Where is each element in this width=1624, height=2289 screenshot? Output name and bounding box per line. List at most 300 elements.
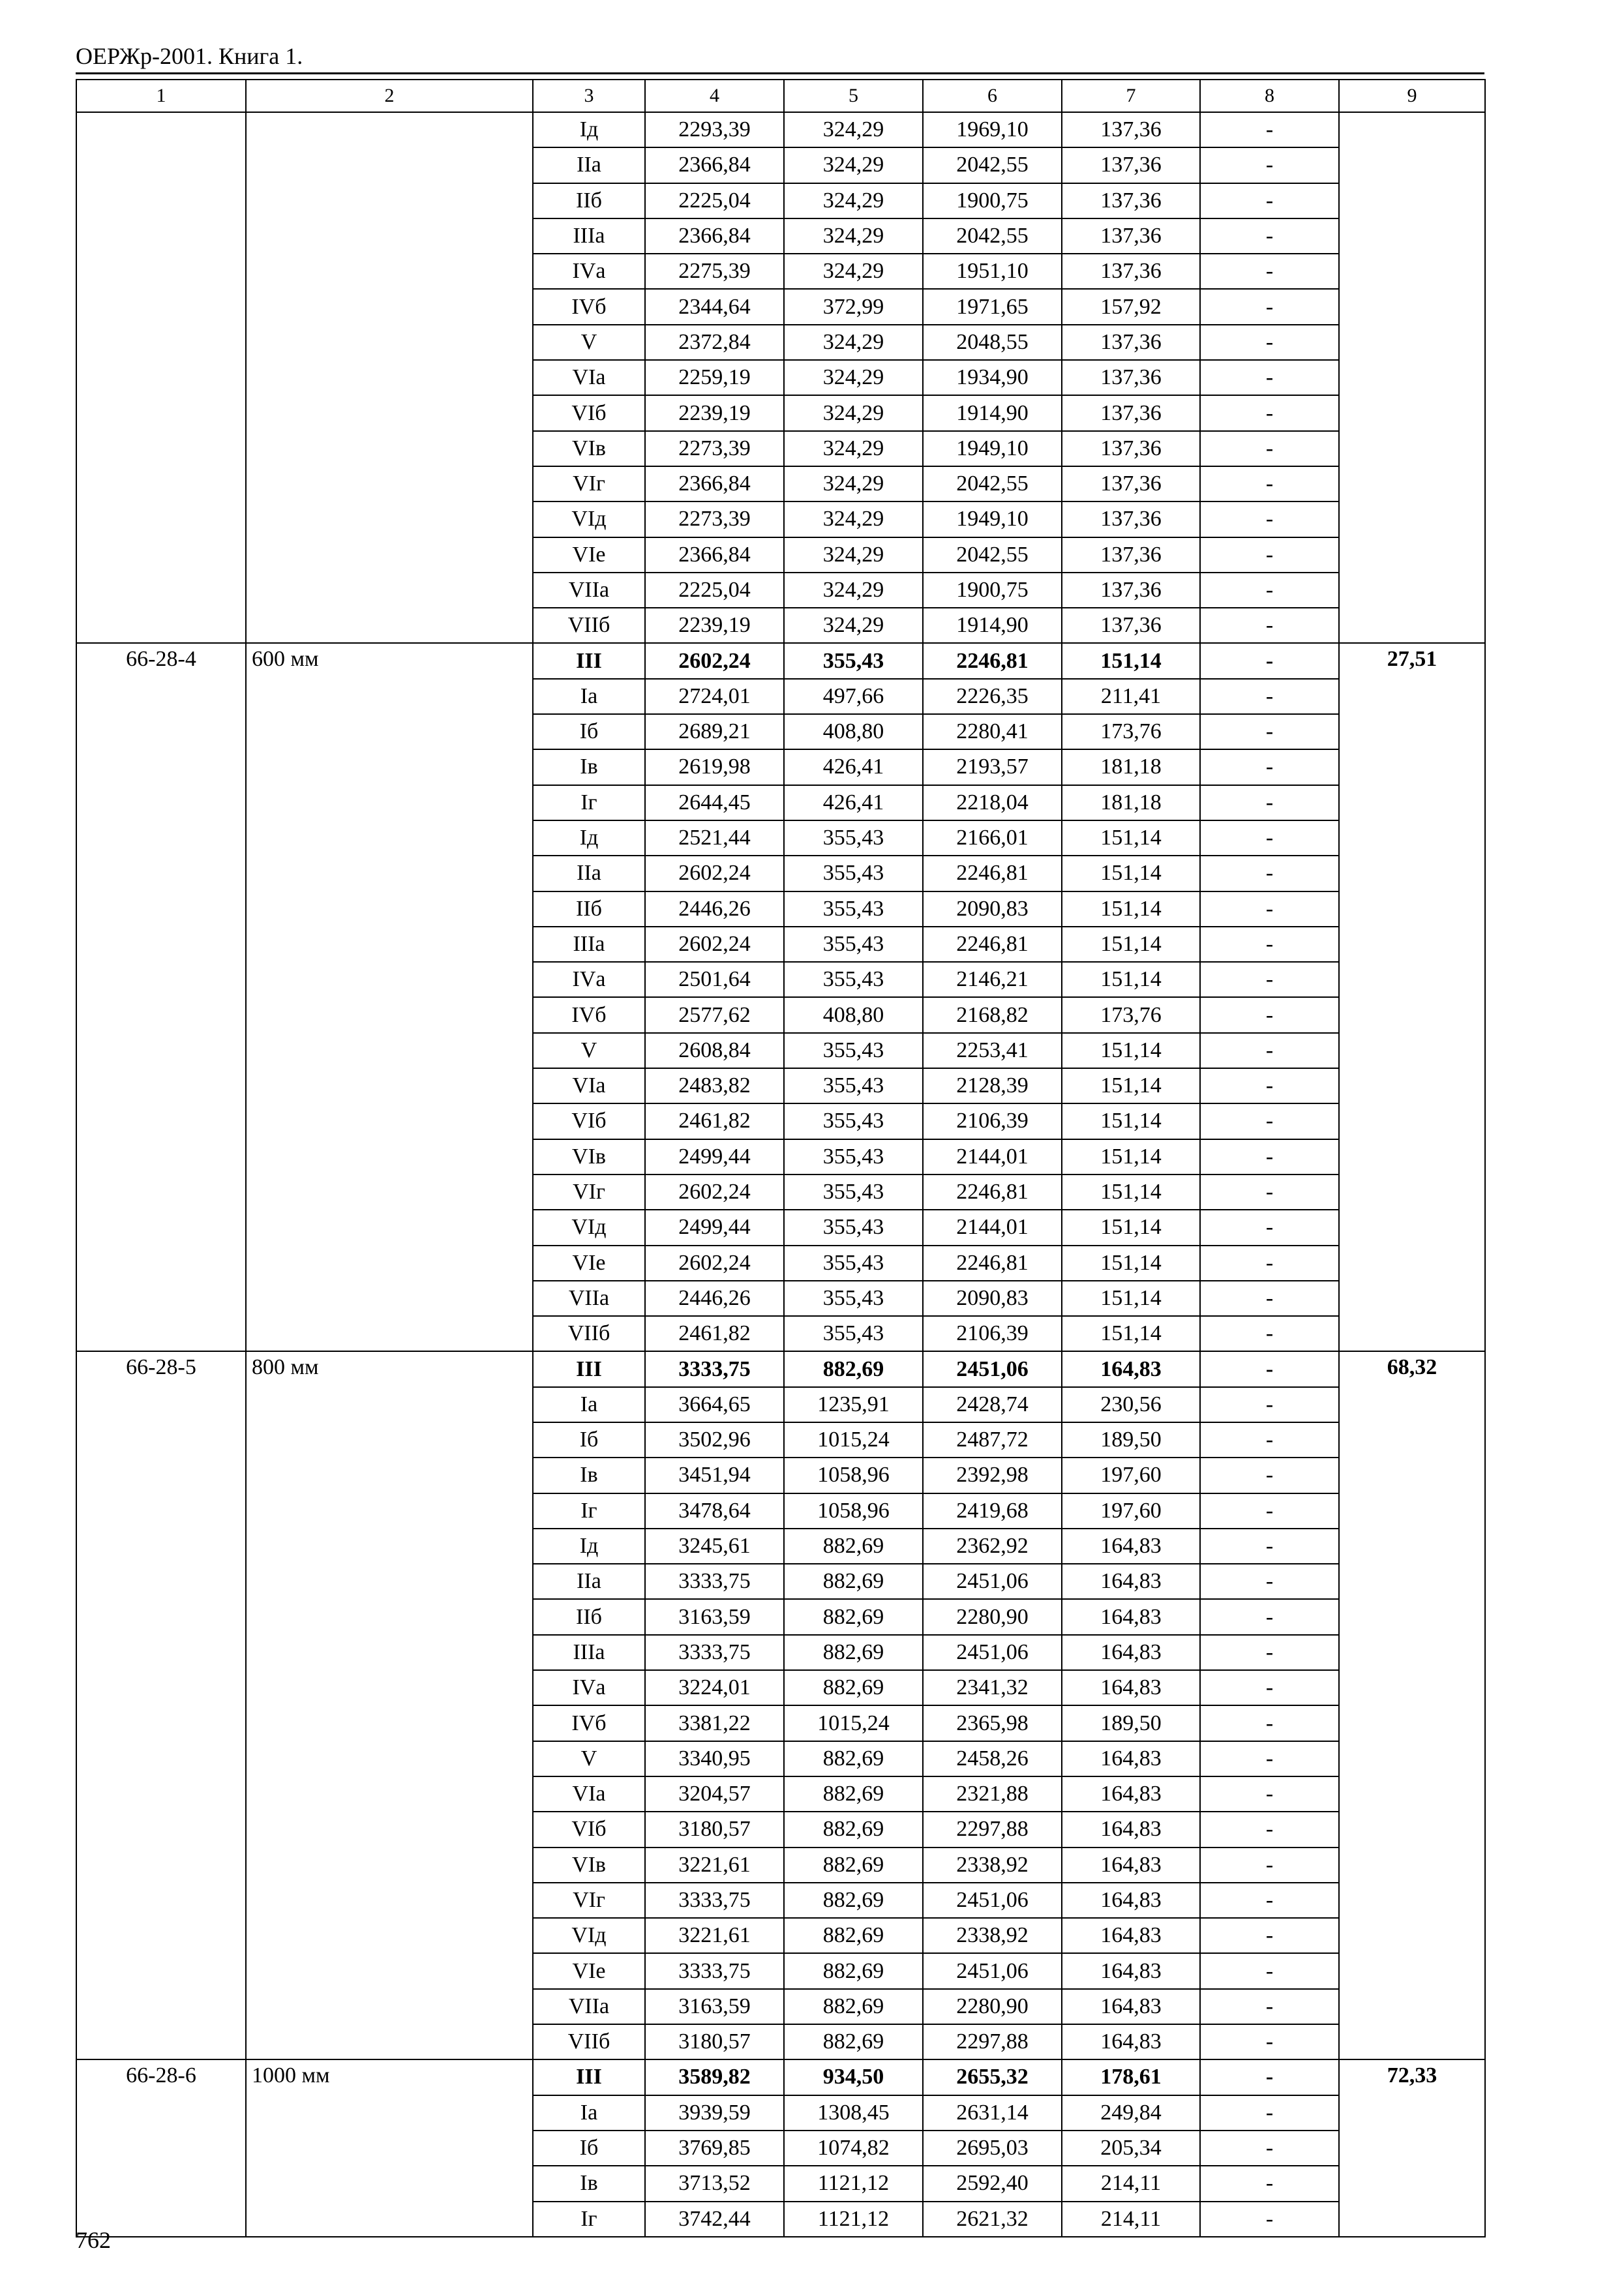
total-cost-cell: 2366,84	[645, 466, 784, 501]
materials-cell: -	[1200, 2202, 1339, 2237]
machine-cost-cell: 2253,41	[923, 1033, 1062, 1068]
total-cost-cell: 3340,95	[645, 1741, 784, 1776]
materials-cell: -	[1200, 1103, 1339, 1139]
total-cost-cell: 2239,19	[645, 395, 784, 430]
category-cell: IIIа	[533, 927, 645, 962]
materials-cell: -	[1200, 1174, 1339, 1210]
machinist-wages-cell: 157,92	[1062, 289, 1200, 324]
wages-cell: 882,69	[784, 1670, 923, 1705]
category-cell: VIIб	[533, 608, 645, 643]
wages-cell: 882,69	[784, 1989, 923, 2024]
machinist-wages-cell: 151,14	[1062, 1033, 1200, 1068]
category-cell: Iб	[533, 714, 645, 749]
wages-cell: 324,29	[784, 254, 923, 289]
column-number: 5	[784, 80, 923, 112]
machine-cost-cell: 2128,39	[923, 1068, 1062, 1103]
machine-cost-cell: 2246,81	[923, 856, 1062, 891]
machine-cost-cell: 2321,88	[923, 1776, 1062, 1812]
machine-cost-cell: 1971,65	[923, 289, 1062, 324]
total-cost-cell: 3769,85	[645, 2131, 784, 2166]
category-cell: IIа	[533, 147, 645, 183]
total-cost-cell: 2602,24	[645, 643, 784, 678]
machine-cost-cell: 2280,90	[923, 1989, 1062, 2024]
total-cost-cell: 3245,61	[645, 1529, 784, 1564]
machine-cost-cell: 2695,03	[923, 2131, 1062, 2166]
machine-cost-cell: 2042,55	[923, 218, 1062, 254]
total-cost-cell: 3180,57	[645, 2024, 784, 2059]
machine-cost-cell: 2042,55	[923, 537, 1062, 573]
machinist-wages-cell: 151,14	[1062, 1103, 1200, 1139]
machinist-wages-cell: 164,83	[1062, 1351, 1200, 1386]
machine-cost-cell: 2341,32	[923, 1670, 1062, 1705]
total-cost-cell: 2366,84	[645, 537, 784, 573]
wages-cell: 882,69	[784, 1351, 923, 1386]
category-cell: III	[533, 2059, 645, 2095]
category-cell: IIIа	[533, 218, 645, 254]
machine-cost-cell: 2451,06	[923, 1564, 1062, 1599]
machinist-wages-cell: 137,36	[1062, 254, 1200, 289]
wages-cell: 882,69	[784, 1635, 923, 1670]
wages-cell: 355,43	[784, 1316, 923, 1351]
column-number: 7	[1062, 80, 1200, 112]
materials-cell: -	[1200, 218, 1339, 254]
machine-cost-cell: 2419,68	[923, 1493, 1062, 1529]
pipe-diameter-cell	[246, 112, 533, 643]
materials-cell: -	[1200, 1387, 1339, 1422]
total-cost-cell: 3451,94	[645, 1458, 784, 1493]
machine-cost-cell: 2365,98	[923, 1705, 1062, 1741]
wages-cell: 882,69	[784, 1848, 923, 1883]
total-cost-cell: 2273,39	[645, 431, 784, 466]
total-cost-cell: 2602,24	[645, 927, 784, 962]
wages-cell: 355,43	[784, 1103, 923, 1139]
machinist-wages-cell: 151,14	[1062, 1068, 1200, 1103]
materials-cell: -	[1200, 147, 1339, 183]
machinist-wages-cell: 137,36	[1062, 395, 1200, 430]
machinist-wages-cell: 164,83	[1062, 1564, 1200, 1599]
wages-cell: 324,29	[784, 360, 923, 395]
total-cost-cell: 3180,57	[645, 1812, 784, 1847]
category-cell: VIг	[533, 1883, 645, 1918]
machinist-wages-cell: 151,14	[1062, 1210, 1200, 1245]
total-cost-cell: 3742,44	[645, 2202, 784, 2237]
materials-cell: -	[1200, 431, 1339, 466]
machine-cost-cell: 2226,35	[923, 679, 1062, 714]
total-cost-cell: 2501,64	[645, 962, 784, 997]
category-cell: IIб	[533, 183, 645, 218]
wages-cell: 1015,24	[784, 1705, 923, 1741]
machine-cost-cell: 1934,90	[923, 360, 1062, 395]
machinist-wages-cell: 205,34	[1062, 2131, 1200, 2166]
total-cost-cell: 3204,57	[645, 1776, 784, 1812]
materials-cell: -	[1200, 501, 1339, 537]
materials-cell: -	[1200, 608, 1339, 643]
category-cell: VIд	[533, 501, 645, 537]
category-cell: III	[533, 643, 645, 678]
category-cell: Iа	[533, 1387, 645, 1422]
category-cell: VIб	[533, 395, 645, 430]
category-cell: VIб	[533, 1812, 645, 1847]
category-cell: Iб	[533, 2131, 645, 2166]
category-cell: V	[533, 1741, 645, 1776]
materials-cell: -	[1200, 1599, 1339, 1634]
machinist-wages-cell: 137,36	[1062, 431, 1200, 466]
materials-cell: -	[1200, 2059, 1339, 2095]
machine-cost-cell: 2297,88	[923, 1812, 1062, 1847]
category-cell: IIа	[533, 1564, 645, 1599]
materials-cell: -	[1200, 1210, 1339, 1245]
wages-cell: 1058,96	[784, 1458, 923, 1493]
machine-cost-cell: 2246,81	[923, 1174, 1062, 1210]
total-cost-cell: 2602,24	[645, 856, 784, 891]
machine-cost-cell: 2451,06	[923, 1635, 1062, 1670]
machine-cost-cell: 1914,90	[923, 395, 1062, 430]
machinist-wages-cell: 137,36	[1062, 325, 1200, 360]
wages-cell: 324,29	[784, 218, 923, 254]
total-cost-cell: 2446,26	[645, 891, 784, 927]
machinist-wages-cell: 181,18	[1062, 749, 1200, 785]
machinist-wages-cell: 137,36	[1062, 218, 1200, 254]
column-number: 8	[1200, 80, 1339, 112]
category-cell: IVа	[533, 962, 645, 997]
category-cell: VIа	[533, 1776, 645, 1812]
materials-cell: -	[1200, 714, 1339, 749]
wages-cell: 1235,91	[784, 1387, 923, 1422]
machinist-wages-cell: 164,83	[1062, 2024, 1200, 2059]
labor-cost-cell	[1339, 112, 1485, 643]
category-cell: Iд	[533, 112, 645, 147]
column-number-row	[76, 80, 1485, 112]
machine-cost-cell: 2451,06	[923, 1953, 1062, 1988]
total-cost-cell: 2499,44	[645, 1210, 784, 1245]
materials-cell: -	[1200, 254, 1339, 289]
wages-cell: 355,43	[784, 891, 923, 927]
total-cost-cell: 2273,39	[645, 501, 784, 537]
machine-cost-cell: 1949,10	[923, 501, 1062, 537]
category-cell: III	[533, 1351, 645, 1386]
machinist-wages-cell: 181,18	[1062, 785, 1200, 820]
total-cost-cell: 2225,04	[645, 573, 784, 608]
wages-cell: 882,69	[784, 1776, 923, 1812]
total-cost-cell: 3333,75	[645, 1883, 784, 1918]
category-cell: VIIа	[533, 1989, 645, 2024]
total-cost-cell: 3664,65	[645, 1387, 784, 1422]
machine-cost-cell: 1914,90	[923, 608, 1062, 643]
materials-cell: -	[1200, 927, 1339, 962]
wages-cell: 355,43	[784, 856, 923, 891]
total-cost-cell: 3163,59	[645, 1989, 784, 2024]
wages-cell: 355,43	[784, 962, 923, 997]
category-cell: Iа	[533, 2095, 645, 2131]
total-cost-cell: 2366,84	[645, 147, 784, 183]
labor-cost-cell: 27,51	[1339, 643, 1485, 1351]
category-cell: VIд	[533, 1210, 645, 1245]
total-cost-cell: 3478,64	[645, 1493, 784, 1529]
machinist-wages-cell: 151,14	[1062, 1139, 1200, 1174]
machinist-wages-cell: 151,14	[1062, 1246, 1200, 1281]
machine-cost-cell: 2042,55	[923, 466, 1062, 501]
wages-cell: 882,69	[784, 1812, 923, 1847]
materials-cell: -	[1200, 1918, 1339, 1953]
wages-cell: 1121,12	[784, 2202, 923, 2237]
materials-cell: -	[1200, 749, 1339, 785]
materials-cell: -	[1200, 1883, 1339, 1918]
machinist-wages-cell: 164,83	[1062, 1883, 1200, 1918]
table-row	[76, 1351, 1485, 1386]
total-cost-cell: 3333,75	[645, 1351, 784, 1386]
total-cost-cell: 2293,39	[645, 112, 784, 147]
materials-cell: -	[1200, 537, 1339, 573]
machinist-wages-cell: 214,11	[1062, 2202, 1200, 2237]
price-table	[76, 79, 1486, 2237]
wages-cell: 1015,24	[784, 1422, 923, 1458]
machine-cost-cell: 2246,81	[923, 927, 1062, 962]
pipe-diameter-cell: 1000 мм	[246, 2059, 533, 2236]
total-cost-cell: 2344,64	[645, 289, 784, 324]
machine-cost-cell: 1969,10	[923, 112, 1062, 147]
machinist-wages-cell: 197,60	[1062, 1458, 1200, 1493]
wages-cell: 324,29	[784, 112, 923, 147]
wages-cell: 355,43	[784, 1139, 923, 1174]
materials-cell: -	[1200, 997, 1339, 1032]
total-cost-cell: 3224,01	[645, 1670, 784, 1705]
category-cell: Iд	[533, 820, 645, 856]
wages-cell: 408,80	[784, 997, 923, 1032]
total-cost-cell: 2577,62	[645, 997, 784, 1032]
materials-cell: -	[1200, 1281, 1339, 1316]
total-cost-cell: 2461,82	[645, 1103, 784, 1139]
category-cell: Iб	[533, 1422, 645, 1458]
wages-cell: 324,29	[784, 395, 923, 430]
category-cell: VIб	[533, 1103, 645, 1139]
machine-cost-cell: 2458,26	[923, 1741, 1062, 1776]
materials-cell: -	[1200, 466, 1339, 501]
category-cell: IVб	[533, 289, 645, 324]
machine-cost-cell: 2655,32	[923, 2059, 1062, 2095]
category-cell: IIб	[533, 891, 645, 927]
category-cell: IVб	[533, 997, 645, 1032]
machinist-wages-cell: 249,84	[1062, 2095, 1200, 2131]
total-cost-cell: 2619,98	[645, 749, 784, 785]
machine-cost-cell: 2166,01	[923, 820, 1062, 856]
machine-cost-cell: 2168,82	[923, 997, 1062, 1032]
machine-cost-cell: 2090,83	[923, 891, 1062, 927]
machine-cost-cell: 2106,39	[923, 1103, 1062, 1139]
wages-cell: 355,43	[784, 927, 923, 962]
machine-cost-cell: 2048,55	[923, 325, 1062, 360]
wages-cell: 355,43	[784, 1246, 923, 1281]
column-number: 9	[1339, 80, 1485, 112]
category-cell: V	[533, 325, 645, 360]
total-cost-cell: 3502,96	[645, 1422, 784, 1458]
machinist-wages-cell: 197,60	[1062, 1493, 1200, 1529]
category-cell: VIIа	[533, 573, 645, 608]
header-rule	[76, 72, 1484, 74]
category-cell: VIа	[533, 1068, 645, 1103]
machinist-wages-cell: 137,36	[1062, 608, 1200, 643]
column-number: 4	[645, 80, 784, 112]
machinist-wages-cell: 164,83	[1062, 1635, 1200, 1670]
machinist-wages-cell: 137,36	[1062, 537, 1200, 573]
total-cost-cell: 2608,84	[645, 1033, 784, 1068]
machinist-wages-cell: 178,61	[1062, 2059, 1200, 2095]
total-cost-cell: 3589,82	[645, 2059, 784, 2095]
wages-cell: 372,99	[784, 289, 923, 324]
wages-cell: 882,69	[784, 1918, 923, 1953]
total-cost-cell: 2446,26	[645, 1281, 784, 1316]
machine-cost-cell: 2146,21	[923, 962, 1062, 997]
category-cell: IVа	[533, 1670, 645, 1705]
machine-cost-cell: 1900,75	[923, 183, 1062, 218]
machine-cost-cell: 2338,92	[923, 1848, 1062, 1883]
machine-cost-cell: 2106,39	[923, 1316, 1062, 1351]
category-cell: VIе	[533, 537, 645, 573]
wages-cell: 355,43	[784, 643, 923, 678]
rate-code-cell: 66-28-4	[76, 643, 246, 1351]
materials-cell: -	[1200, 1705, 1339, 1741]
wages-cell: 324,29	[784, 573, 923, 608]
materials-cell: -	[1200, 679, 1339, 714]
materials-cell: -	[1200, 325, 1339, 360]
materials-cell: -	[1200, 183, 1339, 218]
table-row	[76, 112, 1485, 147]
materials-cell: -	[1200, 2131, 1339, 2166]
machine-cost-cell: 2280,90	[923, 1599, 1062, 1634]
total-cost-cell: 2275,39	[645, 254, 784, 289]
total-cost-cell: 2602,24	[645, 1174, 784, 1210]
page-header-title: ОЕРЖр-2001. Книга 1.	[76, 43, 303, 69]
materials-cell: -	[1200, 1848, 1339, 1883]
category-cell: VIв	[533, 431, 645, 466]
total-cost-cell: 2225,04	[645, 183, 784, 218]
total-cost-cell: 2259,19	[645, 360, 784, 395]
machinist-wages-cell: 164,83	[1062, 1989, 1200, 2024]
wages-cell: 324,29	[784, 608, 923, 643]
category-cell: VIа	[533, 360, 645, 395]
materials-cell: -	[1200, 1068, 1339, 1103]
wages-cell: 324,29	[784, 501, 923, 537]
total-cost-cell: 3333,75	[645, 1564, 784, 1599]
total-cost-cell: 3163,59	[645, 1599, 784, 1634]
machine-cost-cell: 2487,72	[923, 1422, 1062, 1458]
total-cost-cell: 3713,52	[645, 2166, 784, 2201]
wages-cell: 324,29	[784, 537, 923, 573]
machinist-wages-cell: 137,36	[1062, 183, 1200, 218]
table-row	[76, 643, 1485, 678]
machinist-wages-cell: 151,14	[1062, 856, 1200, 891]
total-cost-cell: 2372,84	[645, 325, 784, 360]
column-number: 1	[76, 80, 246, 112]
machinist-wages-cell: 137,36	[1062, 112, 1200, 147]
column-number: 6	[923, 80, 1062, 112]
wages-cell: 355,43	[784, 1033, 923, 1068]
wages-cell: 426,41	[784, 785, 923, 820]
category-cell: VIд	[533, 1918, 645, 1953]
wages-cell: 882,69	[784, 2024, 923, 2059]
wages-cell: 355,43	[784, 820, 923, 856]
total-cost-cell: 2602,24	[645, 1246, 784, 1281]
materials-cell: -	[1200, 289, 1339, 324]
wages-cell: 882,69	[784, 1883, 923, 1918]
category-cell: IVб	[533, 1705, 645, 1741]
wages-cell: 882,69	[784, 1599, 923, 1634]
machinist-wages-cell: 164,83	[1062, 1918, 1200, 1953]
materials-cell: -	[1200, 1635, 1339, 1670]
category-cell: VIв	[533, 1139, 645, 1174]
materials-cell: -	[1200, 2166, 1339, 2201]
machinist-wages-cell: 137,36	[1062, 501, 1200, 537]
machine-cost-cell: 1900,75	[923, 573, 1062, 608]
materials-cell: -	[1200, 1316, 1339, 1351]
machine-cost-cell: 2144,01	[923, 1139, 1062, 1174]
materials-cell: -	[1200, 856, 1339, 891]
materials-cell: -	[1200, 1529, 1339, 1564]
total-cost-cell: 2689,21	[645, 714, 784, 749]
wages-cell: 882,69	[784, 1564, 923, 1599]
machine-cost-cell: 2246,81	[923, 1246, 1062, 1281]
materials-cell: -	[1200, 1670, 1339, 1705]
machinist-wages-cell: 151,14	[1062, 820, 1200, 856]
labor-cost-cell: 68,32	[1339, 1351, 1485, 2059]
wages-cell: 355,43	[784, 1210, 923, 1245]
category-cell: Iд	[533, 1529, 645, 1564]
machine-cost-cell: 2451,06	[923, 1351, 1062, 1386]
wages-cell: 1058,96	[784, 1493, 923, 1529]
wages-cell: 426,41	[784, 749, 923, 785]
machinist-wages-cell: 151,14	[1062, 962, 1200, 997]
machinist-wages-cell: 137,36	[1062, 147, 1200, 183]
machine-cost-cell: 2451,06	[923, 1883, 1062, 1918]
machinist-wages-cell: 230,56	[1062, 1387, 1200, 1422]
machinist-wages-cell: 151,14	[1062, 891, 1200, 927]
machine-cost-cell: 2592,40	[923, 2166, 1062, 2201]
machinist-wages-cell: 189,50	[1062, 1705, 1200, 1741]
category-cell: IIб	[533, 1599, 645, 1634]
category-cell: VIIб	[533, 1316, 645, 1351]
machinist-wages-cell: 151,14	[1062, 927, 1200, 962]
total-cost-cell: 2724,01	[645, 679, 784, 714]
materials-cell: -	[1200, 2095, 1339, 2131]
pipe-diameter-cell: 600 мм	[246, 643, 533, 1351]
materials-cell: -	[1200, 1246, 1339, 1281]
total-cost-cell: 3939,59	[645, 2095, 784, 2131]
wages-cell: 324,29	[784, 431, 923, 466]
machine-cost-cell: 1951,10	[923, 254, 1062, 289]
materials-cell: -	[1200, 1033, 1339, 1068]
materials-cell: -	[1200, 573, 1339, 608]
materials-cell: -	[1200, 1458, 1339, 1493]
machinist-wages-cell: 151,14	[1062, 1174, 1200, 1210]
category-cell: IVа	[533, 254, 645, 289]
category-cell: VIIа	[533, 1281, 645, 1316]
materials-cell: -	[1200, 1564, 1339, 1599]
machinist-wages-cell: 189,50	[1062, 1422, 1200, 1458]
wages-cell: 882,69	[784, 1529, 923, 1564]
category-cell: Iг	[533, 785, 645, 820]
table-row	[76, 2059, 1485, 2095]
materials-cell: -	[1200, 1493, 1339, 1529]
total-cost-cell: 3221,61	[645, 1918, 784, 1953]
machine-cost-cell: 2193,57	[923, 749, 1062, 785]
category-cell: Iг	[533, 2202, 645, 2237]
machine-cost-cell: 2144,01	[923, 1210, 1062, 1245]
materials-cell: -	[1200, 643, 1339, 678]
category-cell: Iв	[533, 749, 645, 785]
materials-cell: -	[1200, 1776, 1339, 1812]
total-cost-cell: 2483,82	[645, 1068, 784, 1103]
machinist-wages-cell: 164,83	[1062, 1741, 1200, 1776]
wages-cell: 355,43	[784, 1281, 923, 1316]
